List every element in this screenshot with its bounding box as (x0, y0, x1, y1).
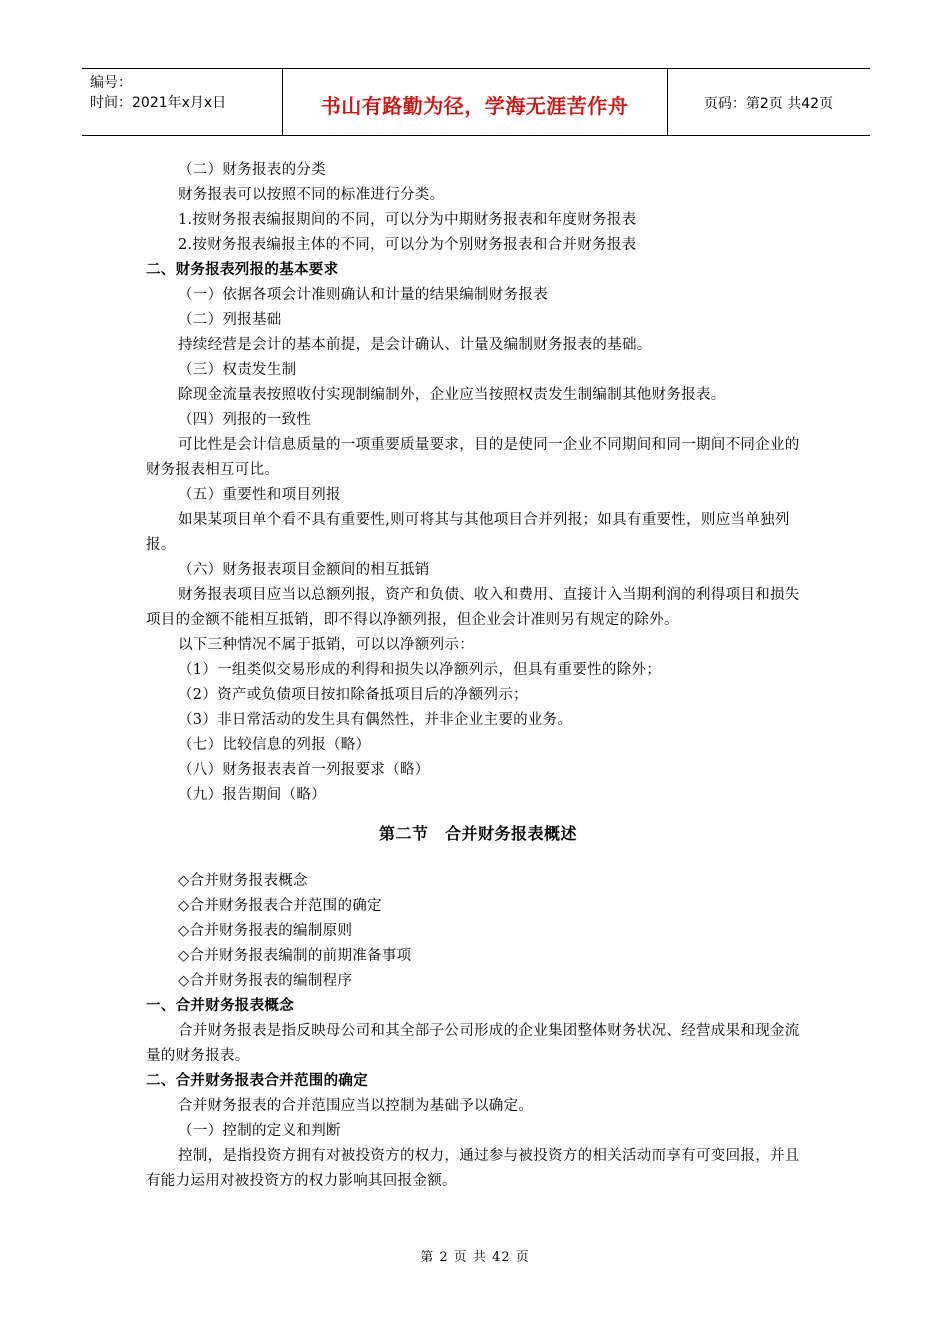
section-two-paragraphs (146, 869, 810, 1194)
header-meta (90, 73, 226, 113)
body-paragraph: 2.按财务报表编报主体的不同，可以分为个别财务报表和合并财务报表 (178, 237, 637, 253)
page-footer: 第 2 页 共 42 页 (420, 1250, 530, 1265)
body-paragraph: ◇合并财务报表的编制原则 (178, 923, 353, 939)
body-paragraph: ◇合并财务报表概念 (178, 873, 308, 889)
number-label: 编号： (90, 75, 132, 91)
body-paragraph: 控制，是指投资方拥有对被投资方的权力，通过参与被投资方的相关活动而享有可变回报，并且有能力运用对被投资方的权力影响其回报金额。 (146, 1148, 800, 1189)
body-paragraph: （五）重要性和项目列报 (178, 487, 341, 503)
body-paragraph: 以下三种情况不属于抵销，可以以净额列示： (178, 637, 474, 653)
header-motto: 书山有路勤为径，学海无涯苦作舟 (320, 94, 629, 118)
body-paragraph: （一）控制的定义和判断 (178, 1123, 341, 1139)
body-paragraph: 1.按财务报表编报期间的不同，可以分为中期财务报表和年度财务报表 (178, 212, 637, 228)
header-page-info: 页码：第2页 共42页 (703, 96, 834, 112)
body-paragraph: （三）权责发生制 (178, 362, 297, 378)
body-paragraph: （九）报告期间（略） (178, 787, 326, 803)
body-paragraph: 合并财务报表是指反映母公司和其全部子公司形成的企业集团整体财务状况、经营成果和现金流量的财务报表。 (146, 1023, 800, 1064)
body-paragraph: 财务报表可以按照不同的标准进行分类。 (178, 187, 445, 203)
body-paragraph: （四）列报的一致性 (178, 412, 312, 428)
time-label: 时间：2021年x月x日 (90, 95, 227, 111)
section-title: 第二节 合并财务报表概述 (378, 824, 577, 843)
body-paragraph: 可比性是会计信息质量的一项重要质量要求，目的是使同一企业不同期间和同一期间不同企业的财务报表相互可比。 (146, 437, 800, 478)
body-paragraph: 持续经营是会计的基本前提，是会计确认、计量及编制财务报表的基础。 (178, 337, 652, 353)
body-paragraph: （六）财务报表项目金额间的相互抵销 (178, 562, 430, 578)
body-paragraph: （一）依据各项会计准则确认和计量的结果编制财务报表 (178, 287, 548, 303)
body-paragraph: ◇合并财务报表合并范围的确定 (178, 898, 382, 914)
body-paragraph: （八）财务报表表首一列报要求（略） (178, 762, 430, 778)
heading-paragraph: 二、财务报表列报的基本要求 (146, 262, 339, 278)
document-header (82, 68, 870, 136)
body-paragraph: （2）资产或负债项目按扣除备抵项目后的净额列示； (178, 687, 528, 703)
body-paragraph: （二）财务报表的分类 (178, 162, 326, 178)
body-paragraph: （3）非日常活动的发生具有偶然性，并非企业主要的业务。 (178, 712, 573, 728)
body-paragraph: （二）列报基础 (178, 312, 282, 328)
heading-paragraph: 一、合并财务报表概念 (146, 998, 294, 1014)
body-paragraph: （1）一组类似交易形成的利得和损失以净额列示，但具有重要性的除外； (178, 662, 662, 678)
body-paragraph: 除现金流量表按照收付实现制编制外，企业应当按照权责发生制编制其他财务报表。 (178, 387, 726, 403)
heading-paragraph: 二、合并财务报表合并范围的确定 (146, 1073, 368, 1089)
body-paragraph: 财务报表项目应当以总额列报，资产和负债、收入和费用、直接计入当期利润的利得项目和损失项目的金额不能相互抵销，即不得以净额列报，但企业会计准则另有规定的除外。 (146, 587, 800, 628)
body-paragraph: （七）比较信息的列报（略） (178, 737, 371, 753)
section-one-paragraphs (146, 158, 810, 808)
body-paragraph: ◇合并财务报表的编制程序 (178, 973, 353, 989)
body-paragraph: 如果某项目单个看不具有重要性,则可将其与其他项目合并列报；如具有重要性，则应当单独列报。 (146, 512, 790, 553)
body-paragraph: 合并财务报表的合并范围应当以控制为基础予以确定。 (178, 1098, 534, 1114)
body-paragraph: ◇合并财务报表编制的前期准备事项 (178, 948, 412, 964)
document-body (146, 158, 810, 1194)
